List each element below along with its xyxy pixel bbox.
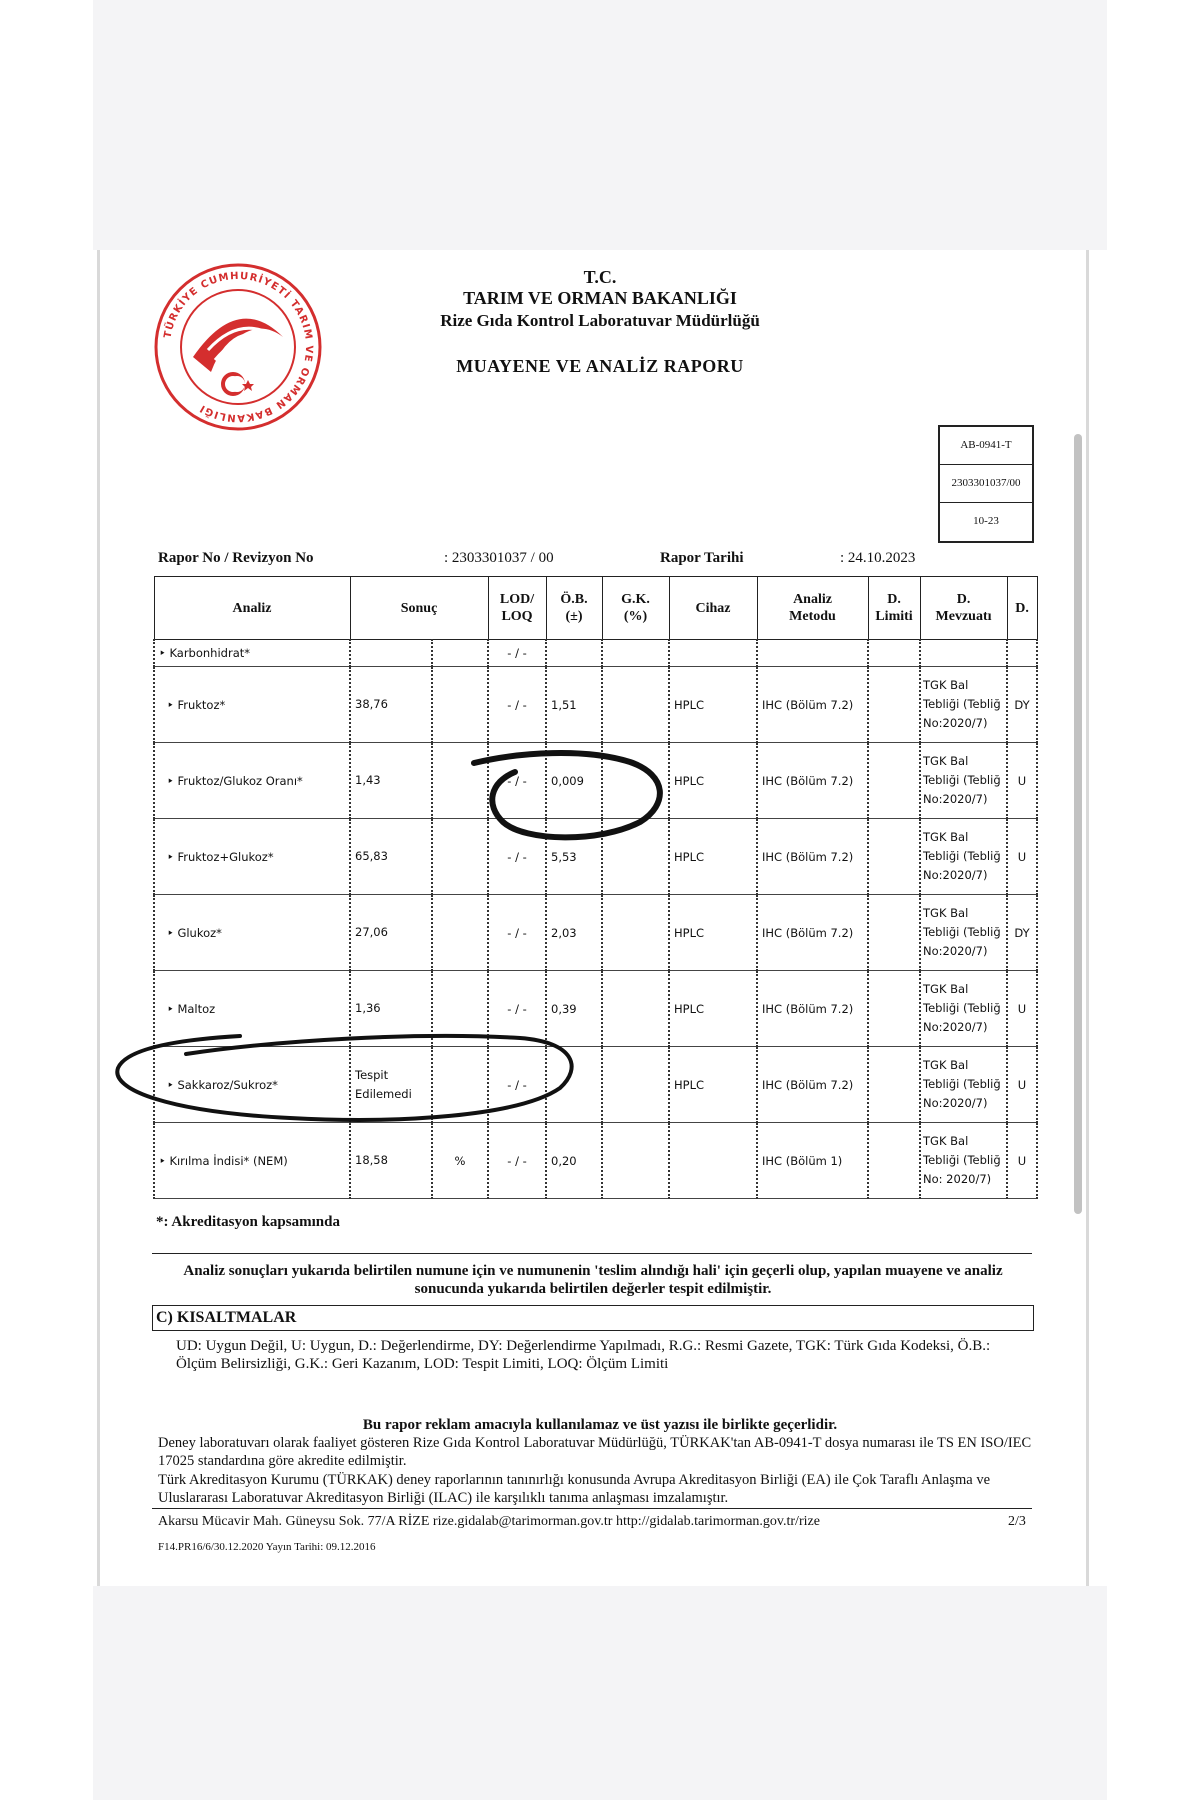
category-label: ‣ Karbonhidrat* xyxy=(154,640,350,667)
page-number: 2/3 xyxy=(1008,1514,1026,1529)
seal-text: TÜRKİYE CUMHURİYETİ TARIM VE ORMAN BAKANLIĞI xyxy=(162,270,315,424)
col-dlimit: D. Limiti xyxy=(868,577,920,640)
cell-gk xyxy=(602,895,669,971)
cell-birim xyxy=(432,743,488,819)
col-analiz: Analiz xyxy=(154,577,350,640)
cell-analiz: ‣ Fruktoz+Glukoz* xyxy=(154,819,350,895)
cell-analiz: ‣ Fruktoz* xyxy=(154,667,350,743)
cell-sonuc: 18,58 xyxy=(350,1123,432,1199)
cell-ob: 5,53 xyxy=(546,819,602,895)
cell-gk xyxy=(602,1123,669,1199)
cell-birim xyxy=(432,667,488,743)
footer-divider xyxy=(152,1508,1032,1509)
cell-analiz: ‣ Sakkaroz/Sukroz* xyxy=(154,1047,350,1123)
rapor-no-label: Rapor No / Revizyon No xyxy=(158,550,314,566)
cell-d: U xyxy=(1007,1047,1037,1123)
cell-metod: IHC (Bölüm 7.2) xyxy=(757,971,868,1047)
cell-analiz: ‣ Glukoz* xyxy=(154,895,350,971)
validity-statement: Analiz sonuçları yukarıda belirtilen numune için ve numunenin 'teslim alındığı hali' için geçerli olup, yapılan muayene ve analiz sonucunda yukarıda belirtilen değerler tespit edilmiştir. xyxy=(183,1263,1003,1297)
header-lab: Rize Gıda Kontrol Laboratuvar Müdürlüğü xyxy=(440,311,760,330)
cell-birim xyxy=(432,1047,488,1123)
cell-metod: IHC (Bölüm 7.2) xyxy=(757,743,868,819)
divider xyxy=(152,1253,1032,1254)
cell-d: U xyxy=(1007,819,1037,895)
cell-dlimit xyxy=(868,895,920,971)
cell-dlimit xyxy=(868,1123,920,1199)
cell-d: DY xyxy=(1007,895,1037,971)
cell-sonuc: 1,36 xyxy=(350,971,432,1047)
cell-lod: - / - xyxy=(488,1047,546,1123)
cell-metod: IHC (Bölüm 7.2) xyxy=(757,895,868,971)
table-row xyxy=(154,895,1037,971)
cell-cihaz: HPLC xyxy=(669,819,757,895)
cell-d: U xyxy=(1007,743,1037,819)
table-row xyxy=(154,819,1037,895)
cell-dlimit xyxy=(868,743,920,819)
cell-cihaz xyxy=(669,1123,757,1199)
report-title: MUAYENE VE ANALİZ RAPORU xyxy=(456,356,744,376)
cell-sonuc: 27,06 xyxy=(350,895,432,971)
header-tc: T.C. xyxy=(583,267,617,287)
cell-mevzuat: TGK Bal Tebliği (Tebliğ No:2020/7) xyxy=(920,819,1007,895)
table-row xyxy=(154,1123,1037,1199)
date-code: 10-23 xyxy=(973,515,999,527)
cell-analiz: ‣ Kırılma İndisi* (NEM) xyxy=(154,1123,350,1199)
cell-ob: 0,009 xyxy=(546,743,602,819)
cell-sonuc: 65,83 xyxy=(350,819,432,895)
table-row xyxy=(154,667,1037,743)
cell-mevzuat: TGK Bal Tebliği (Tebliğ No:2020/7) xyxy=(920,895,1007,971)
col-d: D. xyxy=(1007,577,1037,640)
cell-mevzuat: TGK Bal Tebliği (Tebliğ No:2020/7) xyxy=(920,971,1007,1047)
table-header-row xyxy=(154,577,1037,640)
col-lod: LOD/ LOQ xyxy=(488,577,546,640)
table-row xyxy=(154,743,1037,819)
cell-lod: - / - xyxy=(488,895,546,971)
cell-mevzuat: TGK Bal Tebliği (Tebliğ No:2020/7) xyxy=(920,667,1007,743)
cell-ob: 2,03 xyxy=(546,895,602,971)
cell-cihaz: HPLC xyxy=(669,1047,757,1123)
category-lod: - / - xyxy=(488,640,546,667)
table-row xyxy=(154,1047,1037,1123)
rapor-no-value: : 2303301037 / 00 xyxy=(444,550,554,566)
header-ministry: TARIM VE ORMAN BAKANLIĞI xyxy=(463,288,737,308)
cell-lod: - / - xyxy=(488,743,546,819)
col-ob: Ö.B. (±) xyxy=(546,577,602,640)
cell-gk xyxy=(602,819,669,895)
cell-d: U xyxy=(1007,971,1037,1047)
reklam-statement: Bu rapor reklam amacıyla kullanılamaz ve üst yazısı ile birlikte geçerlidir. xyxy=(362,1417,838,1433)
cell-analiz: ‣ Fruktoz/Glukoz Oranı* xyxy=(154,743,350,819)
cell-birim xyxy=(432,819,488,895)
cell-dlimit xyxy=(868,971,920,1047)
cell-cihaz: HPLC xyxy=(669,667,757,743)
cell-dlimit xyxy=(868,819,920,895)
cell-dlimit xyxy=(868,667,920,743)
footer-address: Akarsu Mücavir Mah. Güneysu Sok. 77/A RİZE rize.gidalab@tarimorman.gov.tr http://gidalab.tarimorman.gov.tr/rize xyxy=(158,1514,820,1529)
col-metod: Analiz Metodu xyxy=(757,577,868,640)
cell-ob: 1,51 xyxy=(546,667,602,743)
cell-sonuc: Tespit Edilemedi xyxy=(350,1047,432,1123)
turkak-text: Türk Akreditasyon Kurumu (TÜRKAK) deney raporlarının tanınırlığı konusunda Avrupa Akreditasyon Birliği (EA) ile Çok Taraflı Anlaşma ve Uluslararası Laboratuvar Akreditasyon Birliği (ILAC) ile karşılıklı tanıma anlaşması imzalamıştır. xyxy=(158,1472,991,1506)
cell-lod: - / - xyxy=(488,971,546,1047)
cell-metod: IHC (Bölüm 7.2) xyxy=(757,667,868,743)
cell-ob xyxy=(546,1047,602,1123)
cell-lod: - / - xyxy=(488,1123,546,1199)
cell-birim xyxy=(432,971,488,1047)
cell-metod: IHC (Bölüm 1) xyxy=(757,1123,868,1199)
cell-sonuc: 38,76 xyxy=(350,667,432,743)
cell-d: DY xyxy=(1007,667,1037,743)
rapor-tarihi-label: Rapor Tarihi xyxy=(660,550,744,566)
cell-ob: 0,20 xyxy=(546,1123,602,1199)
cell-cihaz: HPLC xyxy=(669,743,757,819)
accreditation-code: AB-0941-T xyxy=(940,427,1032,465)
scrollbar[interactable] xyxy=(1074,434,1082,1214)
bottom-margin xyxy=(93,1586,1107,1800)
cell-mevzuat: TGK Bal Tebliği (Tebliğ No: 2020/7) xyxy=(920,1123,1007,1199)
col-cihaz: Cihaz xyxy=(669,577,757,640)
cell-d: U xyxy=(1007,1123,1037,1199)
cell-ob: 0,39 xyxy=(546,971,602,1047)
cell-lod: - / - xyxy=(488,667,546,743)
cell-birim: % xyxy=(432,1123,488,1199)
cell-birim xyxy=(432,895,488,971)
kisaltmalar-title: C) KISALTMALAR xyxy=(152,1305,1034,1331)
cell-lod: - / - xyxy=(488,819,546,895)
cell-gk xyxy=(602,1047,669,1123)
top-margin xyxy=(93,0,1107,250)
lab-accreditation-text: Deney laboratuvarı olarak faaliyet gösteren Rize Gıda Kontrol Laboratuvar Müdürlüğü, TÜRKAK'tan AB-0941-T dosya numarası ile TS EN ISO/IEC 17025 standardına göre akredite edilmiştir. xyxy=(158,1435,1032,1469)
code-box xyxy=(938,425,1034,543)
cell-dlimit xyxy=(868,1047,920,1123)
form-code: F14.PR16/6/30.12.2020 Yayın Tarihi: 09.12.2016 xyxy=(158,1541,376,1553)
cell-sonuc: 1,43 xyxy=(350,743,432,819)
cell-gk xyxy=(602,743,669,819)
col-gk: G.K. (%) xyxy=(602,577,669,640)
cell-cihaz: HPLC xyxy=(669,971,757,1047)
cell-cihaz: HPLC xyxy=(669,895,757,971)
akreditasyon-note: *: Akreditasyon kapsamında xyxy=(156,1214,340,1230)
cell-metod: IHC (Bölüm 7.2) xyxy=(757,819,868,895)
cell-metod: IHC (Bölüm 7.2) xyxy=(757,1047,868,1123)
rapor-tarihi-value: : 24.10.2023 xyxy=(840,550,916,566)
col-dmevzuat: D. Mevzuatı xyxy=(920,577,1007,640)
col-sonuc: Sonuç xyxy=(350,577,488,640)
report-code: 2303301037/00 xyxy=(940,465,1032,503)
category-row xyxy=(154,640,1037,667)
cell-analiz: ‣ Maltoz xyxy=(154,971,350,1047)
results-table xyxy=(153,576,1038,1199)
cell-mevzuat: TGK Bal Tebliği (Tebliğ No:2020/7) xyxy=(920,743,1007,819)
cell-mevzuat: TGK Bal Tebliği (Tebliğ No:2020/7) xyxy=(920,1047,1007,1123)
cell-gk xyxy=(602,667,669,743)
kisaltmalar-text: UD: Uygun Değil, U: Uygun, D.: Değerlendirme, DY: Değerlendirme Yapılmadı, R.G.: Resmi Gazete, TGK: Türk Gıda Kodeksi, Ö.B.: Ölçüm Belirsizliği, G.K.: Geri Kazanım, LOD: Tespit Limiti, LOQ: Ölçüm Limiti xyxy=(176,1338,991,1372)
table-row xyxy=(154,971,1037,1047)
cell-gk xyxy=(602,971,669,1047)
